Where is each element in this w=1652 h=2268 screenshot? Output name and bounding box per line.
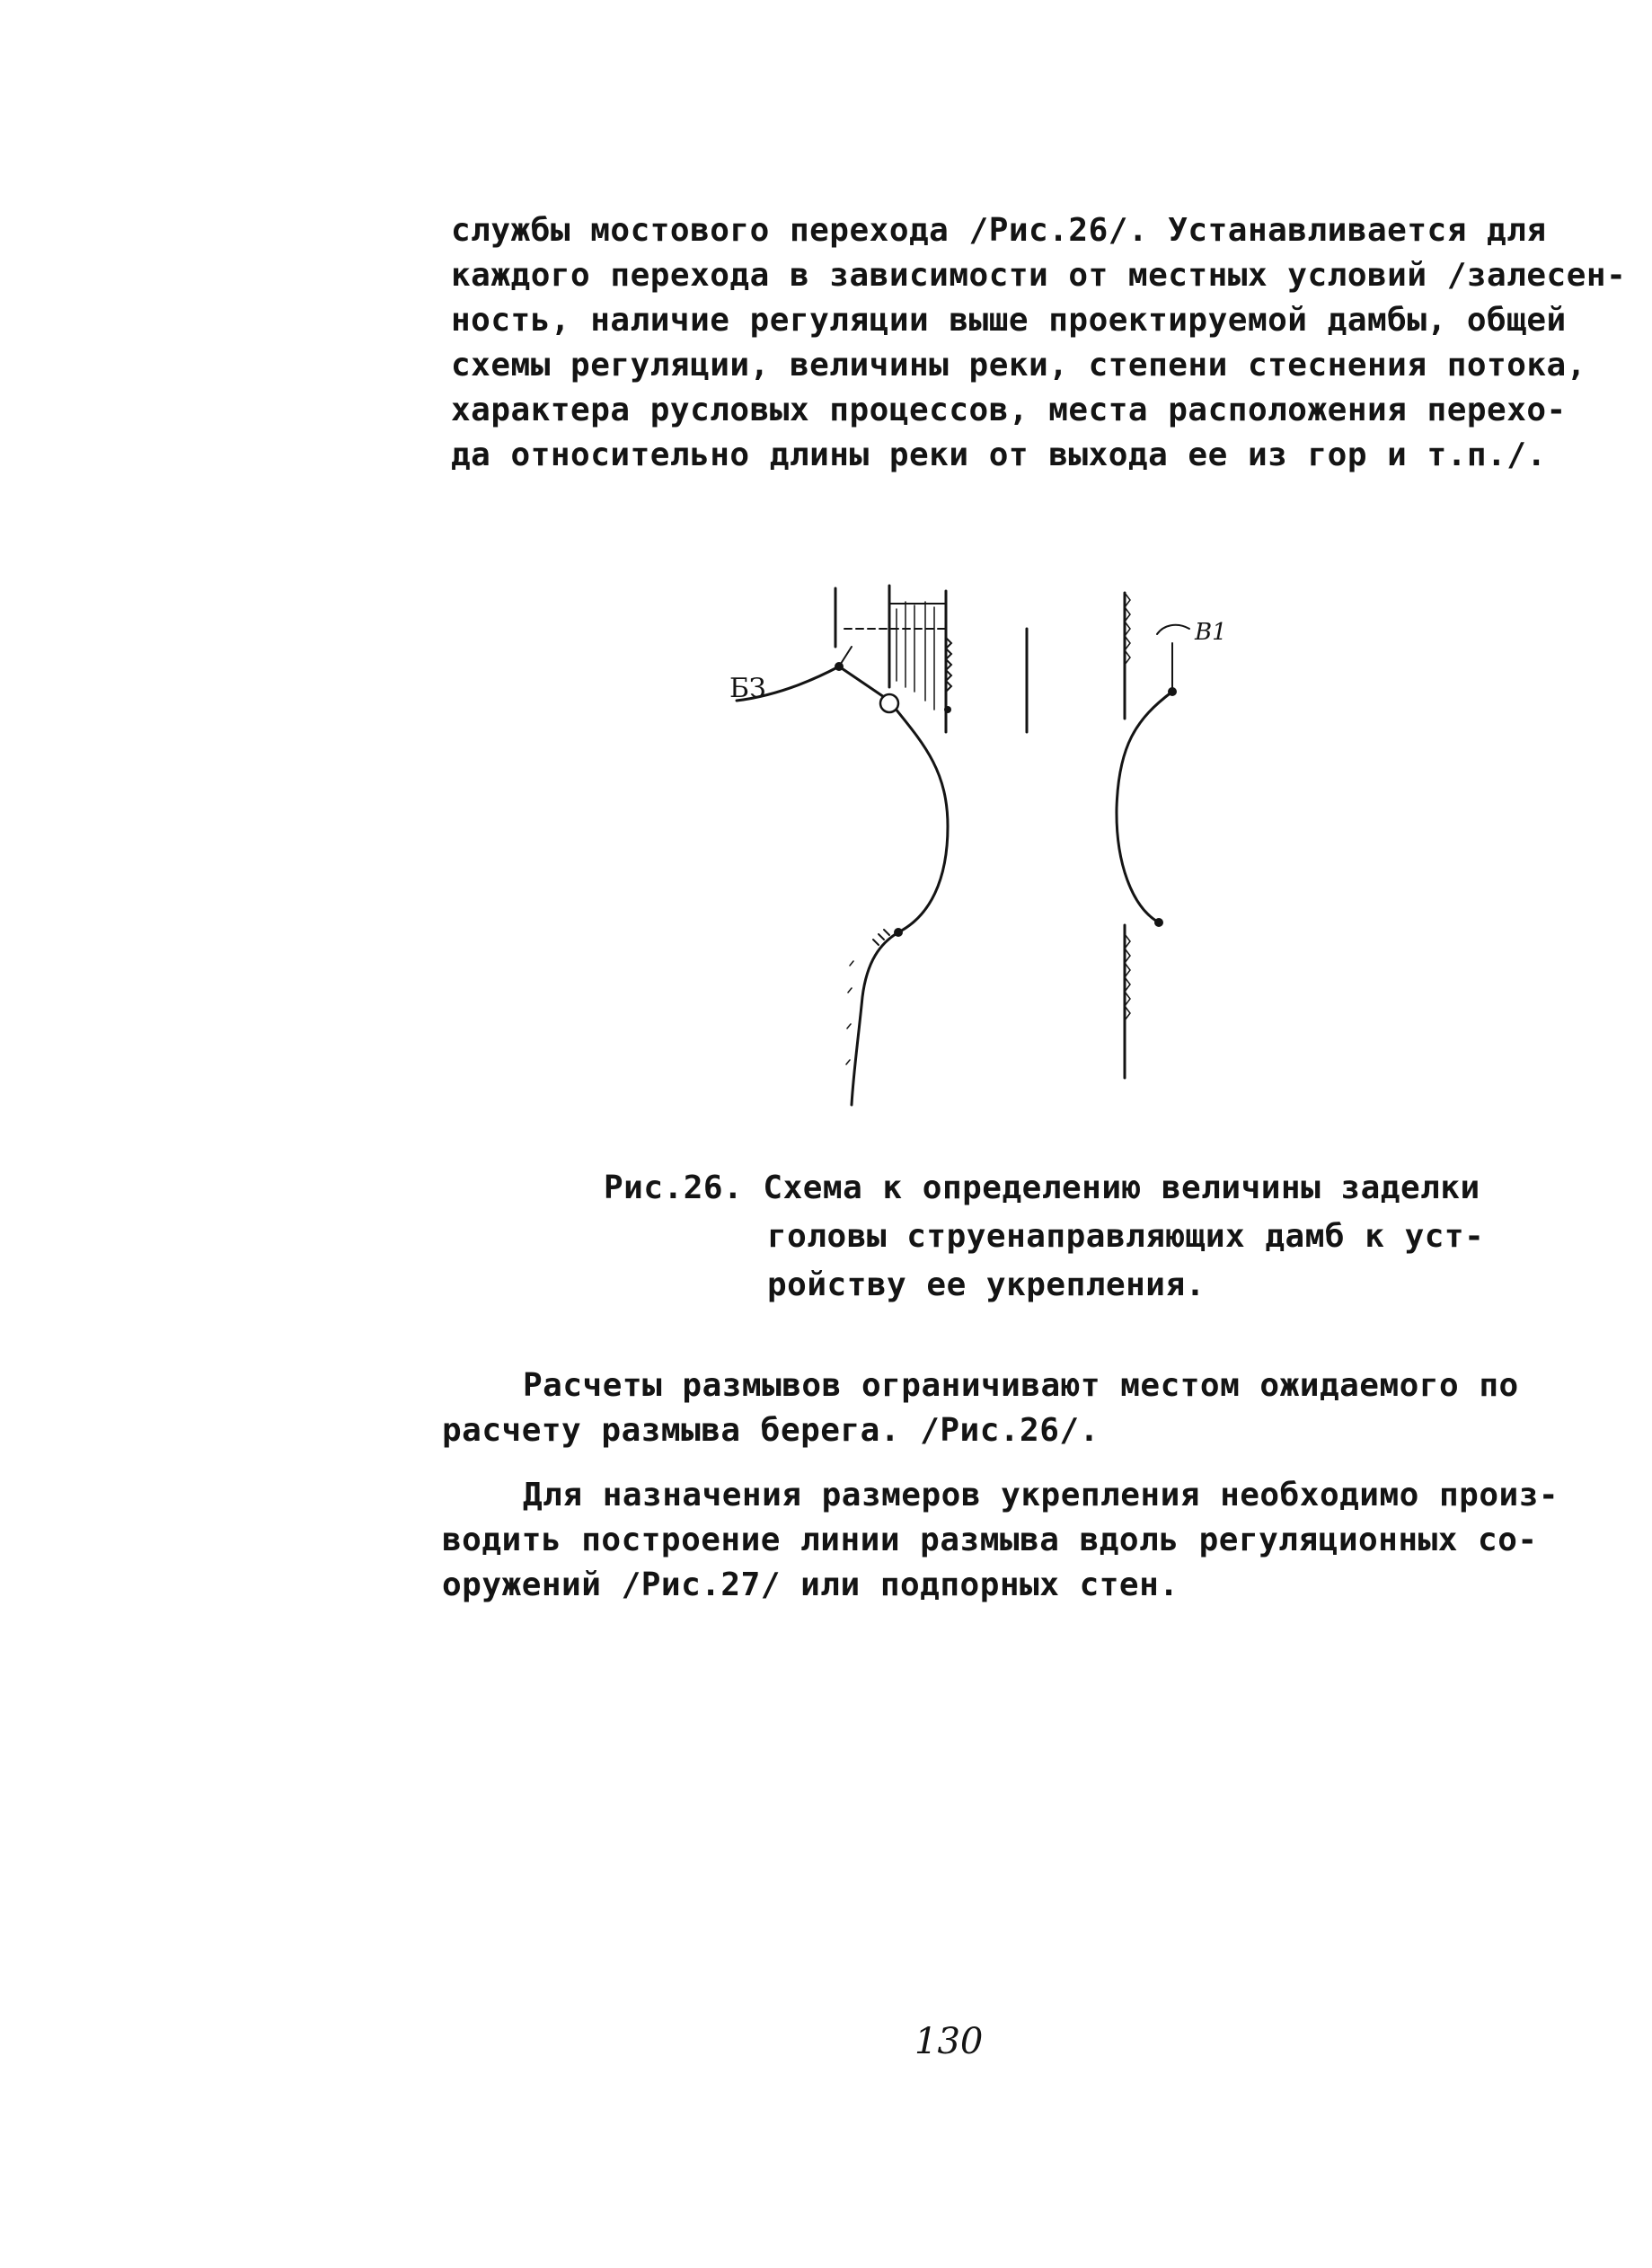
figure-26-diagram bbox=[710, 575, 1267, 1114]
dam-right-curve bbox=[1117, 692, 1172, 922]
text-line: расчету размыва берега. /Рис.26/. bbox=[442, 1412, 1100, 1449]
label-bz: БЗ bbox=[729, 673, 766, 704]
text-line: схемы регуляции, величины реки, степени стеснения потока, bbox=[451, 347, 1586, 384]
text-line: Расчеты размывов ограничивают местом ожидаемого по bbox=[523, 1367, 1519, 1404]
text-line: оружений /Рис.27/ или подпорных стен. bbox=[442, 1566, 1179, 1603]
caption-line: Рис.26. Схема к определению величины заделки bbox=[604, 1169, 1480, 1206]
text-line: каждого перехода в зависимости от местных условий /залесен- bbox=[451, 257, 1627, 294]
point-marker bbox=[835, 662, 844, 671]
node-circle bbox=[880, 694, 898, 712]
page-number: 130 bbox=[914, 2021, 984, 2062]
paragraph-intro bbox=[451, 208, 1626, 478]
point-marker bbox=[944, 706, 951, 713]
caption-line: ройству ее укрепления. bbox=[767, 1266, 1206, 1303]
dam-left-tail bbox=[852, 932, 898, 1105]
text-line: Для назначения размеров укрепления необходимо произ- bbox=[523, 1477, 1559, 1513]
point-marker bbox=[1154, 918, 1163, 927]
dam-left-connector bbox=[839, 666, 887, 699]
point-marker bbox=[1168, 687, 1177, 696]
figure-caption bbox=[604, 1164, 1484, 1310]
label-v1: В1 bbox=[1195, 619, 1227, 646]
text-line: характера русловых процессов, места расположения перехо- bbox=[451, 392, 1567, 428]
dam-left-curve bbox=[895, 708, 948, 932]
paragraph-erosion-limits bbox=[442, 1363, 1519, 1453]
text-line: да относительно длины реки от выхода ее из гор и т.п./. bbox=[451, 437, 1547, 473]
paragraph-reinforcement bbox=[442, 1473, 1559, 1608]
text-line: службы мостового перехода /Рис.26/. Устанавливается для bbox=[451, 212, 1547, 249]
text-line: водить построение линии размыва вдоль регуляционных со- bbox=[442, 1522, 1538, 1558]
point-marker bbox=[894, 928, 903, 937]
text-line: ность, наличие регуляции выше проектируемой дамбы, общей bbox=[451, 302, 1567, 339]
caption-line: головы струенаправляющих дамб к уст- bbox=[767, 1218, 1485, 1255]
